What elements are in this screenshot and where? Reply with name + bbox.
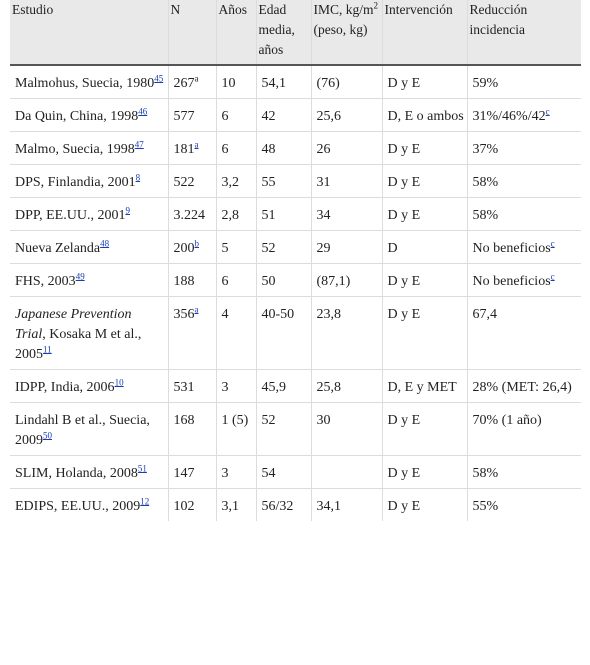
- cell-reduccion: [467, 65, 581, 99]
- cell-imc: [311, 489, 382, 522]
- years-value: 4: [221, 307, 229, 322]
- reduction-footnote-link[interactable]: c: [550, 238, 555, 249]
- cell-imc: [311, 370, 382, 403]
- cell-reduccion: [467, 456, 581, 489]
- table-body: [10, 65, 581, 521]
- table-row: [10, 132, 581, 165]
- n-value: 188: [173, 274, 195, 289]
- years-value: 6: [221, 274, 229, 289]
- reference-link[interactable]: 10: [114, 377, 124, 388]
- cell-intervencion: [382, 403, 467, 456]
- cell-edad: [256, 489, 311, 522]
- cell-edad: [256, 264, 311, 297]
- reference-link[interactable]: 11: [43, 344, 52, 355]
- cell-intervencion: [382, 297, 467, 370]
- cell-n: [168, 264, 216, 297]
- cell-imc: [311, 297, 382, 370]
- cell-anos: [216, 370, 256, 403]
- imc-value: 29: [316, 241, 331, 256]
- imc-value: (76): [316, 76, 340, 91]
- imc-value: 26: [316, 142, 331, 157]
- cell-reduccion: [467, 132, 581, 165]
- intervention-value: D y E: [387, 274, 421, 289]
- cell-edad: [256, 165, 311, 198]
- header-estudio: Estudio: [10, 0, 168, 65]
- cell-reduccion: [467, 403, 581, 456]
- n-value: 522: [173, 175, 195, 190]
- years-value: 2,8: [221, 208, 239, 223]
- age-value: 55: [261, 175, 276, 190]
- cell-imc: [311, 231, 382, 264]
- cell-edad: [256, 231, 311, 264]
- intervention-value: D y E: [387, 413, 421, 428]
- cell-edad: [256, 132, 311, 165]
- header-edad: Edad media, años: [256, 0, 311, 65]
- intervention-value: D y E: [387, 307, 421, 322]
- cell-intervencion: [382, 264, 467, 297]
- cell-imc: [311, 198, 382, 231]
- cell-imc: [311, 403, 382, 456]
- reference-link[interactable]: 8: [135, 172, 141, 183]
- reduction-value: 58%: [472, 466, 499, 481]
- cell-edad: [256, 370, 311, 403]
- imc-value: 30: [316, 413, 331, 428]
- table-row: [10, 370, 581, 403]
- cell-intervencion: [382, 489, 467, 522]
- table-row: [10, 297, 581, 370]
- cell-anos: [216, 456, 256, 489]
- reference-link[interactable]: 50: [43, 430, 52, 441]
- intervention-value: D, E o ambos: [387, 109, 464, 124]
- cell-imc: [311, 456, 382, 489]
- cell-intervencion: [382, 132, 467, 165]
- intervention-value: D: [387, 241, 398, 256]
- cell-imc: [311, 264, 382, 297]
- table-row: [10, 99, 581, 132]
- cell-edad: [256, 297, 311, 370]
- cell-n: [168, 231, 216, 264]
- study-name: Malmo, Suecia, 1998: [15, 142, 135, 157]
- intervention-value: D, E y MET: [387, 380, 457, 395]
- intervention-value: D y E: [387, 175, 421, 190]
- reduction-footnote-link[interactable]: c: [550, 271, 555, 282]
- age-value: 52: [261, 241, 276, 256]
- header-anos: Años: [216, 0, 256, 65]
- cell-edad: [256, 403, 311, 456]
- reduction-value: 55%: [472, 499, 499, 514]
- cell-estudio: [10, 489, 168, 522]
- cell-intervencion: [382, 456, 467, 489]
- cell-n: [168, 99, 216, 132]
- cell-n: [168, 403, 216, 456]
- n-value: 181: [173, 142, 195, 157]
- years-value: 6: [221, 109, 229, 124]
- cell-n: [168, 297, 216, 370]
- n-value: 102: [173, 499, 195, 514]
- reduction-value: 31%/46%/42: [472, 109, 546, 124]
- reduction-value: 59%: [472, 76, 499, 91]
- n-footnote-link[interactable]: b: [194, 238, 199, 249]
- header-imc-sup: 2: [373, 0, 379, 11]
- cell-edad: [256, 65, 311, 99]
- study-name: Da Quin, China, 1998: [15, 109, 139, 124]
- cell-estudio: [10, 264, 168, 297]
- imc-value: 34: [316, 208, 331, 223]
- cell-reduccion: [467, 370, 581, 403]
- cell-edad: [256, 99, 311, 132]
- cell-estudio: [10, 456, 168, 489]
- cell-n: [168, 65, 216, 99]
- imc-value: 34,1: [316, 499, 341, 514]
- cell-anos: [216, 99, 256, 132]
- cell-intervencion: [382, 99, 467, 132]
- cell-estudio: [10, 370, 168, 403]
- cell-anos: [216, 132, 256, 165]
- study-name: DPS, Finlandia, 2001: [15, 175, 136, 190]
- years-value: 3,1: [221, 499, 239, 514]
- cell-estudio: [10, 165, 168, 198]
- table-header: [10, 0, 581, 65]
- cell-intervencion: [382, 231, 467, 264]
- reference-link[interactable]: 47: [134, 139, 144, 150]
- n-value: 356: [173, 307, 195, 322]
- cell-intervencion: [382, 370, 467, 403]
- cell-reduccion: [467, 165, 581, 198]
- study-name: , Kosaka M et al., 2005: [15, 327, 142, 362]
- age-value: 50: [261, 274, 276, 289]
- cell-anos: [216, 297, 256, 370]
- study-name: Nueva Zelanda: [15, 241, 101, 256]
- intervention-value: D y E: [387, 142, 421, 157]
- reduction-value: 58%: [472, 175, 499, 190]
- header-imc-peso: (peso, kg): [313, 22, 368, 37]
- reduction-value: No beneficios: [472, 241, 551, 256]
- table-row: [10, 198, 581, 231]
- age-value: 51: [261, 208, 276, 223]
- reference-link[interactable]: 12: [140, 496, 150, 507]
- header-n: N: [168, 0, 216, 65]
- n-footnote-link[interactable]: a: [194, 304, 199, 315]
- cell-edad: [256, 198, 311, 231]
- reference-link[interactable]: 48: [100, 238, 110, 249]
- intervention-value: D y E: [387, 499, 421, 514]
- age-value: 42: [261, 109, 276, 124]
- n-footnote: a: [194, 73, 199, 84]
- cell-estudio: [10, 297, 168, 370]
- cell-n: [168, 198, 216, 231]
- header-reduccion: Reducción incidencia: [467, 0, 581, 65]
- cell-reduccion: [467, 231, 581, 264]
- age-value: 40-50: [261, 307, 295, 322]
- cell-anos: [216, 165, 256, 198]
- study-italic: Japanese Prevention Trial: [15, 307, 132, 342]
- n-value: 168: [173, 413, 195, 428]
- cell-intervencion: [382, 65, 467, 99]
- cell-estudio: [10, 132, 168, 165]
- reduction-value: 37%: [472, 142, 499, 157]
- cell-estudio: [10, 65, 168, 99]
- cell-anos: [216, 264, 256, 297]
- years-value: 3,2: [221, 175, 239, 190]
- years-value: 3: [221, 466, 229, 481]
- cell-anos: [216, 231, 256, 264]
- reduction-value: 58%: [472, 208, 499, 223]
- cell-n: [168, 489, 216, 522]
- cell-imc: [311, 65, 382, 99]
- age-value: 52: [261, 413, 276, 428]
- study-name: EDIPS, EE.UU., 2009: [15, 499, 141, 514]
- age-value: 54: [261, 466, 276, 481]
- reduction-footnote-link[interactable]: c: [545, 106, 550, 117]
- years-value: 3: [221, 380, 229, 395]
- reference-link[interactable]: 51: [137, 463, 147, 474]
- years-value: 6: [221, 142, 229, 157]
- cell-n: [168, 456, 216, 489]
- reference-link[interactable]: 9: [125, 205, 130, 216]
- table-row: [10, 165, 581, 198]
- intervention-value: D y E: [387, 76, 421, 91]
- study-name: Lindahl B et al., Suecia, 2009: [15, 413, 150, 448]
- cell-estudio: [10, 403, 168, 456]
- cell-edad: [256, 456, 311, 489]
- cell-anos: [216, 198, 256, 231]
- cell-estudio: [10, 99, 168, 132]
- reduction-value: 28% (MET: 26,4): [472, 380, 572, 395]
- study-name: SLIM, Holanda, 2008: [15, 466, 138, 481]
- cell-imc: [311, 99, 382, 132]
- reference-link[interactable]: 45: [154, 73, 164, 84]
- cell-reduccion: [467, 489, 581, 522]
- years-value: 10: [221, 76, 236, 91]
- cell-reduccion: [467, 198, 581, 231]
- age-value: 48: [261, 142, 276, 157]
- reference-link[interactable]: 46: [138, 106, 148, 117]
- cell-estudio: [10, 231, 168, 264]
- age-value: 56/32: [261, 499, 294, 514]
- imc-value: 23,8: [316, 307, 341, 322]
- n-value: 577: [173, 109, 195, 124]
- cell-anos: [216, 403, 256, 456]
- cell-anos: [216, 489, 256, 522]
- n-value: 267: [173, 76, 195, 91]
- table-row: [10, 231, 581, 264]
- n-value: 200: [173, 241, 195, 256]
- n-footnote-link[interactable]: a: [194, 139, 199, 150]
- age-value: 54,1: [261, 76, 286, 91]
- cell-intervencion: [382, 198, 467, 231]
- cell-n: [168, 370, 216, 403]
- table-row: [10, 403, 581, 456]
- study-table: [10, 0, 581, 521]
- imc-value: 25,6: [316, 109, 341, 124]
- header-intervencion: Intervención: [382, 0, 467, 65]
- study-name: DPP, EE.UU., 2001: [15, 208, 126, 223]
- imc-value: 25,8: [316, 380, 341, 395]
- cell-n: [168, 165, 216, 198]
- years-value: 5: [221, 241, 229, 256]
- cell-reduccion: [467, 264, 581, 297]
- cell-imc: [311, 165, 382, 198]
- study-name: Malmohus, Suecia, 1980: [15, 76, 155, 91]
- table-row: [10, 65, 581, 99]
- cell-anos: [216, 65, 256, 99]
- intervention-value: D y E: [387, 466, 421, 481]
- cell-n: [168, 132, 216, 165]
- years-value: 1 (5): [221, 413, 249, 428]
- imc-value: (87,1): [316, 274, 351, 289]
- imc-value: 31: [316, 175, 331, 190]
- table-row: [10, 489, 581, 522]
- age-value: 45,9: [261, 380, 286, 395]
- reduction-value: 67,4: [472, 307, 497, 322]
- reduction-value: No beneficios: [472, 274, 551, 289]
- study-name: IDPP, India, 2006: [15, 380, 115, 395]
- table-row: [10, 264, 581, 297]
- n-value: 147: [173, 466, 195, 481]
- cell-intervencion: [382, 165, 467, 198]
- cell-reduccion: [467, 297, 581, 370]
- cell-estudio: [10, 198, 168, 231]
- header-imc: [311, 0, 382, 65]
- cell-reduccion: [467, 99, 581, 132]
- cell-imc: [311, 132, 382, 165]
- n-value: 3.224: [173, 208, 205, 223]
- table-row: [10, 456, 581, 489]
- reference-link[interactable]: 49: [75, 271, 85, 282]
- intervention-value: D y E: [387, 208, 421, 223]
- header-imc-unit: IMC, kg/m: [313, 2, 374, 17]
- study-name: FHS, 2003: [15, 274, 76, 289]
- reduction-value: 70% (1 año): [472, 413, 542, 428]
- n-value: 531: [173, 380, 195, 395]
